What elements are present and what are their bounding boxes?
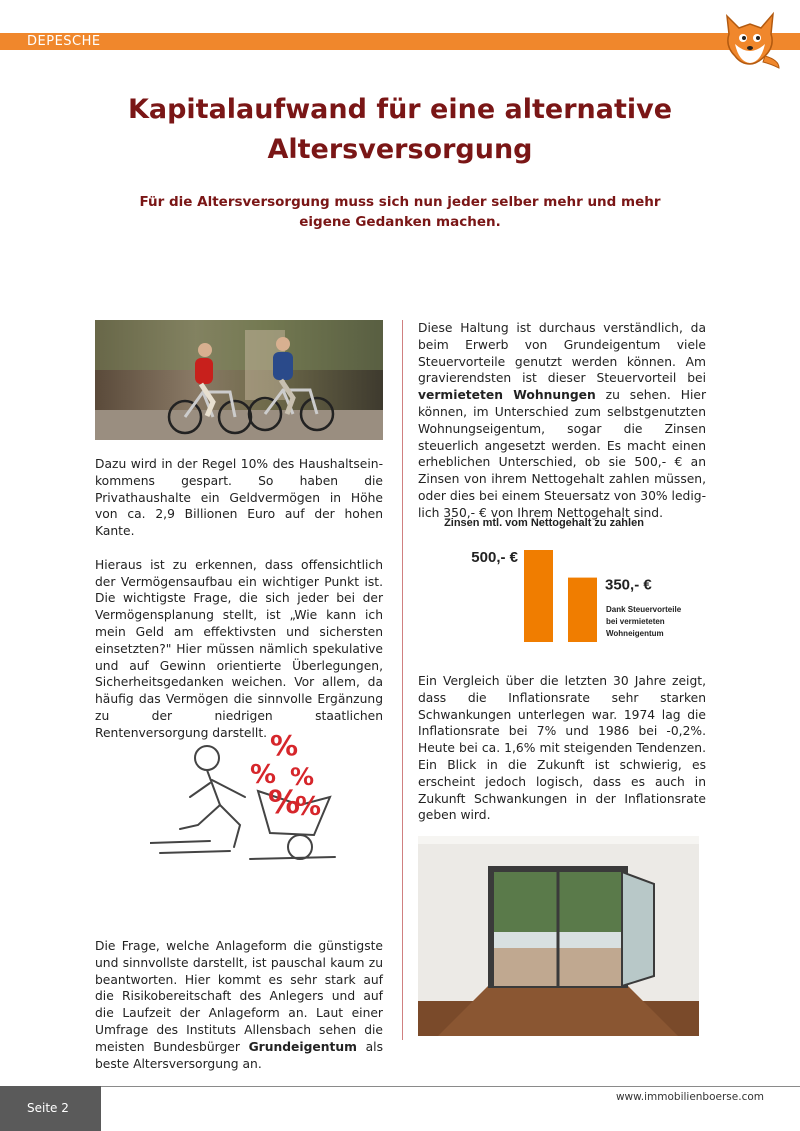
paragraph: Die Frage, welche Anlageform die günstigste und sinnvollste darstellt, ist pauschal kaum zu beantworten. Hier kommt es sehr stark auf die Risikobereitschaft des Anlegers und auf die Laufzeit der Anlageform an. Laut einer Umfrage des Instituts Allensbach sehen die meisten Bundesbürger Grundeigentum als beste Altersversorgung an.: [95, 939, 383, 1071]
column-divider: [402, 320, 403, 1040]
paragraph: Diese Haltung ist durchaus verständlich, da beim Erwerb von Grundeigentum viele Steuervorteile genutzt werden können. Am gravierendsten ist dieser Steuervorteil bei vermieteten Wohnungen zu sehen. Hier können, im Unterschied zum selbstgenutzten Wohnungseigentum, sogar die Zinsen steuerlich angesetzt werden. Es macht einen erheblichen Unterschied, ob sie 500,- € an Zinsen von ihrem Nettogehalt zahlen müssen, oder dies bei einem Steuersatz von 30% lediglich 350,- € von Ihrem Nettogehalt sind.: [418, 321, 707, 520]
interest-bar-chart: [420, 512, 700, 652]
empty-room-photo: [418, 836, 699, 1036]
right-column-top: [418, 320, 706, 522]
footer-line: [0, 1086, 800, 1087]
chart-value-label: 500,- €: [471, 549, 518, 566]
svg-text:%: %: [268, 783, 301, 821]
svg-text:%: %: [295, 792, 322, 822]
chart-title: Zinsen mtl. vom Nettogehalt zu zahlen: [444, 517, 644, 529]
paragraph: Dazu wird in der Regel 10% des Haushaltseinkommens gespart. So haben die Privathaushalte ein Geldvermögen in Höhe von ca. 2,9 Billionen Euro auf der hohen Kante.: [95, 457, 383, 539]
footer-url[interactable]: www.immobilienboerse.com: [615, 1091, 764, 1103]
subtitle-line-2: eigene Gedanken machen.: [299, 214, 501, 230]
title-line-1: Kapitalaufwand für eine alternative: [127, 94, 673, 125]
article-title: [80, 90, 720, 170]
paragraph: Ein Vergleich über die letzten 30 Jahre zeigt, dass die Inflationsrate sehr starken Schwankungen unterlegen war. 1974 lag die Inflationsrate bei 7% und 1986 bei -0,2%. Heute bei ca. 1,6% mit steigenden Tendenzen. Ein Blick in die Zukunft ist schwierig, es erscheint jedoch logisch, dass es auch in Zukunft Schwankungen in der Inflationsrate geben wird.: [418, 674, 706, 823]
title-line-2: Altersversorgung: [267, 134, 533, 165]
percent-wheelbarrow-sketch: [150, 725, 340, 870]
left-column-top: [95, 456, 383, 742]
svg-text:%: %: [290, 763, 315, 791]
svg-text:%: %: [250, 760, 277, 790]
header-bar: [0, 33, 800, 50]
subtitle-line-1: Für die Altersversorgung muss sich nun jeder selber mehr und mehr: [139, 194, 661, 210]
page-number: Seite 2: [27, 1101, 69, 1115]
right-column-bottom: [418, 673, 706, 824]
fox-logo-icon: [717, 6, 783, 70]
article-subtitle: [110, 192, 690, 232]
chart-value-label: 350,- €: [605, 576, 652, 594]
section-label: DEPESCHE: [27, 34, 101, 49]
chart-annotation: bei vermieteten: [606, 617, 665, 626]
cyclists-photo: [95, 320, 383, 440]
chart-annotation: Dank Steuervorteile: [606, 605, 682, 614]
paragraph: Hieraus ist zu erkennen, dass offensichtlich der Vermögensaufbau ein wichtiger Punkt ist. Die wichtigste Frage, die sich jeder bei der Vermögensplanung stellt, ist „Wie kann ich mein Geld am effektivsten und sichersten einsetzten?" Hier müssen nämlich spekulative und auf Gewinn orientierte Überlegungen, Sicherheitsgedanken weichen. Vor allem, da häufig das Vermögen die sinnvolle Ergänzung zu der niedrigen staatlichen Rentenversorgung darstellt.: [95, 557, 383, 740]
left-column-bottom: [95, 938, 383, 1072]
chart-annotation: Wohneigentum: [606, 629, 664, 638]
svg-text:%: %: [270, 729, 299, 762]
chart-bar: [568, 578, 597, 642]
chart-bar: [524, 550, 553, 642]
